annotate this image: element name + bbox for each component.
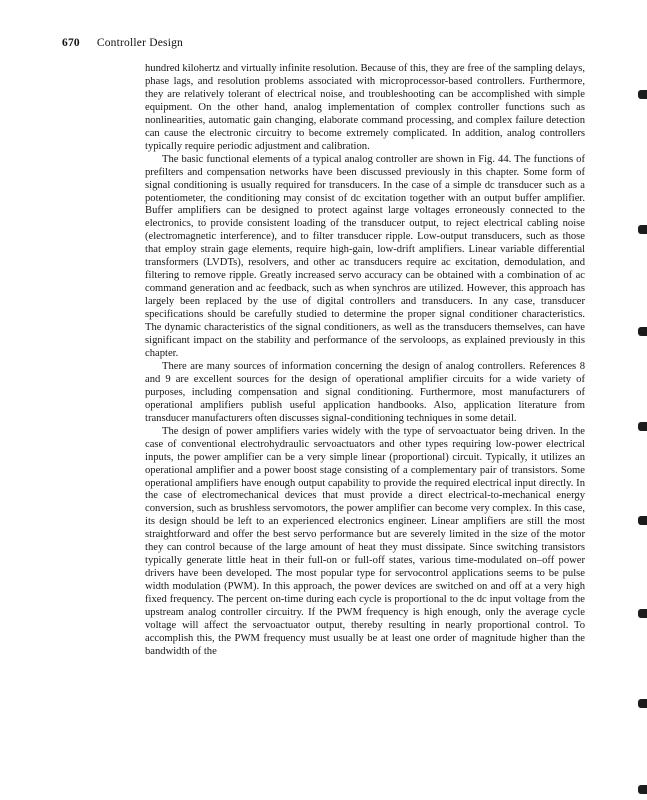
scan-artifact [638,90,647,99]
scan-artifact [638,516,647,525]
running-head [62,37,183,49]
paragraph: hundred kilohertz and virtually infinite resolution. Because of this, they are free of the sampling delays, phase lags, and resolution problems associated with microprocessor-based controllers. Furthermore, they are relatively tolerant of electrical noise, and troubleshooting can be accomplished with simple equipment. On the other hand, analog implementation of complex controller functions such as nonlinearities, automatic gain changing, elaborate command processing, and complex failure detection can cause the electronic circuitry to become extremely complicated. In addition, analog controllers typically require periodic adjustment and calibration. [145,63,585,152]
scan-artifact [638,422,647,431]
body-text [145,63,585,659]
scan-artifact [638,699,647,708]
paragraph: The basic functional elements of a typical analog controller are shown in Fig. 44. The functions of prefilters and compensation networks have been discussed previously in this chapter. Some form of signal conditioning is usually required for transducers. In the case of a simple dc transducer such as a potentiometer, the conditioning may consist of dc excitation together with an output buffer amplifier. Buffer amplifiers can be designed to protect against large voltages erroneously connected to the electronics, to provide consistent loading of the transducer output, to reject electrical cabling noise (electromagnetic interference), and to filter transducer ripple. Low-output transducers, such as those that employ strain gage elements, require high-gain, low-drift amplifiers. Linear variable differential transformers (LVDTs), resolvers, and other ac transducers require ac excitation, demodulation, and filtering to remove ripple. Greatly increased servo accuracy can be obtained with a combination of ac command generation and ac feedback, such as when synchros are utilized. However, this approach has largely been replaced by the use of digital controllers and transducers. In any case, transducer specifications should be carefully studied to determine the proper signal conditioner characteristics. The dynamic characteristics of the signal conditioners, as well as the transducers themselves, can have significant impact on the stability and performance of the servoloops, as explained previously in this chapter. [145,153,585,359]
scan-artifact [638,225,647,234]
chapter-title: Controller Design [96,37,183,49]
scan-artifact [638,609,647,618]
page-number: 670 [62,37,80,49]
scan-artifact [638,327,647,336]
paragraph: The design of power amplifiers varies widely with the type of servoactuator being driven. In the case of conventional electrohydraulic servoactuators and other types requiring low-power electrical inputs, the power amplifier can be a very simple linear (proportional) circuit. Typically, it utilizes an operational amplifier and a power boost stage consisting of a complementary pair of transistors. Some operational amplifiers have enough output capability to provide the required electrical input directly. In the case of electromechanical devices that must provide a direct electrical-to-mechanical energy conversion, such as brushless servomotors, the power amplifier can become very complex. In this case, its design should be left to an experienced electronics engineer. Linear amplifiers are still the most straightforward and offer the best servo performance but are severely limited in the size of the motor they can control because of the large amount of heat they must dissipate. Since switching transistors typically generate little heat in their full-on or full-off states, various time-modulated on–off power drivers have been developed. The most popular type for servocontrol applications seems to be pulse width modulation (PWM). In this approach, the power devices are switched on and off at a very high fixed frequency. The percent on-time during each cycle is proportional to the dc input voltage from the upstream analog controller circuitry. If the PWM frequency is high enough, only the average cycle voltage will affect the servoactuator output, thereby resulting in nearly proportional control. To accomplish this, the PWM frequency must usually be at least one order of magnitude higher than the bandwidth of the [145,425,585,657]
paragraph: There are many sources of information concerning the design of analog controllers. References 8 and 9 are excellent sources for the design of operational amplifier circuits for a wide variety of purposes, including compensation and signal conditioning. Furthermore, most manufacturers of operational amplifiers publish useful application handbooks. Also, application literature from transducer manufacturers often discusses signal-conditioning techniques in some detail. [145,360,585,424]
scan-artifact [638,785,647,794]
